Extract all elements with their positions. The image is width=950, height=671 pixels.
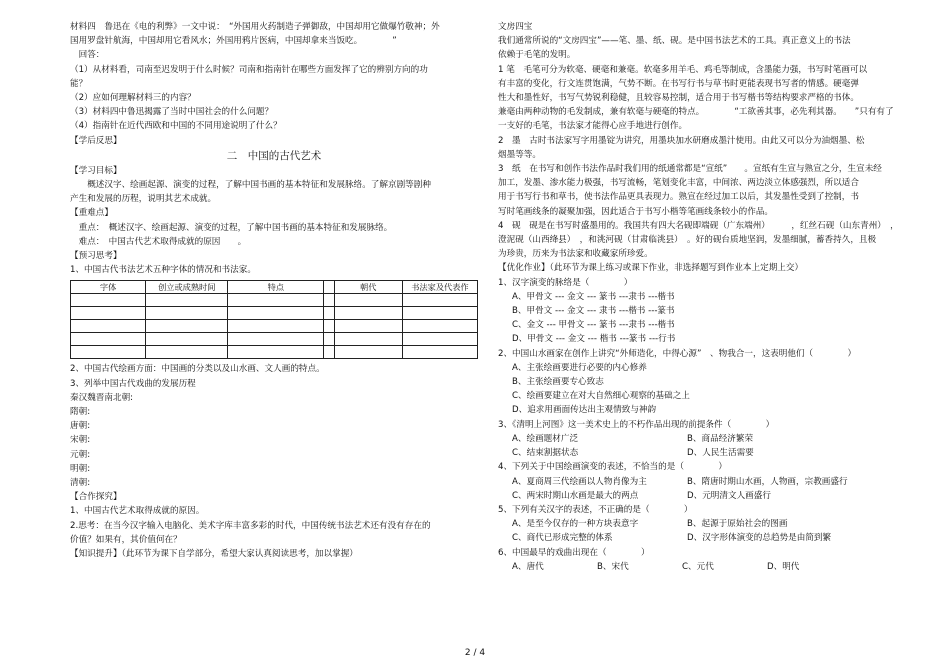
text-line: 重点： 概述汉字、绘画起源、演变的过程，了解中国书画的基本特征和发展脉络。 — [70, 222, 393, 233]
text-line: 性大和墨性好，书写气势锐利稳健，且较容易控制，适合用于书写楷书等结构要求严格的书体。 — [498, 93, 859, 104]
table-cell — [71, 346, 146, 359]
option-row — [498, 475, 918, 489]
text-line: 价值？如果有，其价值何在？ — [70, 534, 182, 545]
table-cell — [334, 307, 402, 320]
table-cell — [324, 307, 334, 320]
answer-option: A、唐代 — [512, 561, 544, 572]
text-line: 清朝: — [70, 478, 91, 489]
table-cell — [324, 294, 334, 307]
text-line: 1、中国古代艺术取得成就的原因。 — [70, 506, 205, 517]
option-row — [498, 432, 918, 446]
text-line: 一支好的毛笔，书法家才能得心应手地进行创作。 — [498, 121, 688, 132]
answer-option: D、汉字形体演变的总趋势是由简到繁 — [687, 533, 832, 544]
table-cell — [324, 320, 334, 333]
option-row — [498, 446, 918, 460]
option-row — [498, 560, 918, 574]
table-cell — [146, 333, 228, 346]
answer-option: B、宋代 — [597, 561, 629, 572]
text-line: 澄泥砚（山西绛县） ，和洮河砚（甘肃临洮县） 。好的砚台质地坚润，发墨细腻，蓄香持久，且极 — [498, 235, 877, 246]
table-cell — [324, 346, 334, 359]
text-line: 4 砚 砚是在书写时盛墨用的。我国共有四大名砚即端砚（广东端州） ，红丝石砚（山东青州） ， — [498, 220, 899, 231]
text-line: 烟墨等等。 — [498, 149, 541, 160]
calligraphy-table — [70, 280, 478, 359]
table-cell — [146, 320, 228, 333]
answer-option: D、追求用画面传达出主观情致与神韵 — [512, 405, 657, 416]
text-line: 国用罗盘针航海，中国却用它看风水；外国用鸦片医病，中国却拿来当饭吃。 ” — [70, 36, 397, 47]
text-line: 2、中国古代绘画方面：中国画的分类以及山水画、文人画的特点。 — [70, 364, 325, 375]
answer-option: C、商代已形成完整的体系 — [512, 533, 613, 544]
option-row — [498, 318, 918, 332]
text-line: 概述汉字、绘画起源、演变的过程，了解中国书画的基本特征和发展脉络。了解京剧等剧种 — [70, 180, 431, 191]
table-cell — [71, 307, 146, 320]
text-line: 1 笔 毛笔可分为软毫、硬毫和兼毫。软毫多用羊毛、鸡毛等制成，含墨能力强，书写时笔画可以 — [498, 64, 868, 75]
table-cell — [71, 294, 146, 307]
text-line: 2.思考：在当今汉字输入电脑化、美术字库丰富多彩的时代，中国传统书法艺术还有没有存在的 — [70, 520, 431, 531]
answer-option: B、隋唐时期山水画，人物画，宗教画盛行 — [687, 476, 848, 487]
table-row — [71, 307, 478, 320]
table-cell — [402, 294, 477, 307]
table-cell — [324, 333, 334, 346]
right-top-text — [498, 20, 918, 276]
text-line: 加工，发墨、渗水能力极强，书写流畅，笔划变化丰富，中间浓、两边淡立体感强烈，所以适合 — [498, 178, 859, 189]
answer-option: A、夏商周三代绘画以人物肖像为主 — [512, 476, 647, 487]
table-cell — [402, 307, 477, 320]
table-cell — [228, 294, 324, 307]
answer-option: A、绘画题材广泛 — [512, 433, 579, 444]
answer-option: A、甲骨文 --- 金文 --- 篆书 ---隶书 ---楷书 — [512, 291, 675, 302]
text-line: 依赖于毛笔的发明。 — [498, 50, 576, 61]
option-row — [498, 517, 918, 531]
table-header-cell: 朝代 — [334, 281, 402, 294]
text-line: 回答： — [70, 50, 105, 61]
table-cell — [228, 346, 324, 359]
option-row — [498, 489, 918, 503]
text-line: 产生和发展的历程，说明其艺术成就。 — [70, 194, 217, 205]
option-row — [498, 304, 918, 318]
table-cell — [228, 333, 324, 346]
left-bottom-text — [70, 362, 478, 561]
answer-option: B、起源于原始社会的图画 — [687, 519, 788, 530]
table-cell — [71, 320, 146, 333]
left-top-text — [70, 20, 478, 148]
answer-option: D、甲骨文 --- 金文 --- 楷书 ---篆书 ---行书 — [512, 334, 676, 345]
table-header-cell: 特点 — [228, 281, 324, 294]
answer-option: D、元明清文人画盛行 — [687, 490, 771, 501]
table-header-cell: 创立或成熟时间 — [146, 281, 228, 294]
text-line: 秦汉魏晋南北朝: — [70, 392, 134, 403]
answer-option: B、甲骨文 --- 金文 --- 隶书 ---楷书 ---篆书 — [512, 306, 675, 317]
table-cell — [71, 333, 146, 346]
text-line: 有丰富的变化，行文连贯饱满，气势不断。在书写行书与草书时更能表现书写者的情感。硬毫弹 — [498, 78, 859, 89]
table-cell — [228, 320, 324, 333]
text-line: 元朝: — [70, 449, 91, 460]
question-stem: 2、中国山水画家在创作上讲究“外师造化，中得心源” 、物我合一，这表明他们（ ） — [498, 348, 857, 359]
text-line: （3）材料四中鲁迅揭露了当时中国社会的什么问题？ — [70, 107, 274, 118]
table-cell — [334, 346, 402, 359]
text-line: 兼毫由两种动物的毛发制成，兼有软毫与硬毫的特点。 “工欲善其事，必先利其器。 ”只有有了 — [498, 107, 894, 118]
left-column — [70, 20, 478, 561]
left-mid-text — [70, 164, 478, 278]
text-line: （1）从材料看，司南至迟发明于什么时候？司南和指南针在哪些方面发挥了它的辨别方向的功 — [70, 64, 428, 75]
table-cell — [334, 294, 402, 307]
table-cell — [402, 333, 477, 346]
text-line: 难点： 中国古代艺术取得成就的原因 。 — [70, 236, 247, 247]
text-line: 写时笔画线条的凝聚加强，因此适合于书写小楷等笔画线条较小的作品。 — [498, 206, 774, 217]
option-row — [498, 332, 918, 346]
text-line: 2 墨 古时书法家写字用墨锭为讲究，用墨块加水研磨成墨汁使用。由此又可以分为油烟墨、松 — [498, 135, 865, 146]
table-header-cell — [324, 281, 334, 294]
questions — [498, 276, 918, 574]
text-line: 1、中国古代书法艺术五种字体的情况和书法家。 — [70, 265, 256, 276]
question-stem: 1、汉字演变的脉络是（ ） — [498, 277, 633, 288]
option-row — [498, 403, 918, 417]
question-stem: 5、下列有关汉字的表述，不正确的是（ ） — [498, 504, 693, 515]
section-title: 二 中国的古代艺术 — [226, 149, 322, 162]
answer-option: C、元代 — [682, 561, 714, 572]
text-line: 【预习思考】 — [70, 251, 122, 262]
text-line: 宋朝: — [70, 435, 91, 446]
option-row — [498, 361, 918, 375]
table-cell — [402, 320, 477, 333]
table-row — [71, 294, 478, 307]
text-line: 文房四宝 — [498, 22, 533, 32]
text-line: 我们通常所说的“文房四宝”——笔、墨、纸、砚。是中国书法艺术的工具。真正意义上的书法 — [498, 36, 851, 47]
answer-option: B、主张绘画要专心致志 — [512, 377, 604, 388]
answer-option: B、商品经济繁荣 — [687, 433, 754, 444]
question-stem: 6、中国最早的戏曲出现在（ ） — [498, 547, 650, 558]
text-line: 【学后反思】 — [70, 135, 122, 146]
text-line: 为珍贵，历来为书法家和收藏家所珍爱。 — [498, 249, 653, 260]
answer-option: A、是至今仅存的一种方块表意字 — [512, 519, 639, 530]
table-cell — [402, 346, 477, 359]
text-line: 材料四 鲁迅在《电的利弊》一文中说： “外国用火药制造子弹御敌，中国却用它做爆竹敬神；外 — [70, 22, 440, 32]
table-row — [71, 333, 478, 346]
option-row — [498, 389, 918, 403]
answer-option: C、绘画要建立在对大自然细心观察的基础之上 — [512, 391, 690, 402]
text-line: 【知识提升】（此环节为课下自学部分，希望大家认真阅读思考，加以掌握） — [70, 549, 358, 560]
table-cell — [146, 294, 228, 307]
text-line: 明朝: — [70, 463, 91, 474]
text-line: 能？ — [70, 78, 88, 89]
answer-option: C、金文 --- 甲骨文 --- 篆书 ---隶书 ---楷书 — [512, 320, 675, 331]
text-line: （4）指南针在近代西欧和中国的不同用途说明了什么？ — [70, 121, 282, 132]
text-line: （2）应如何理解材料三的内容？ — [70, 93, 196, 104]
table-row — [71, 346, 478, 359]
answer-option: D、人民生活需要 — [687, 448, 754, 459]
right-column — [498, 20, 918, 574]
option-row — [498, 531, 918, 545]
option-row — [498, 290, 918, 304]
text-line: 3、列举中国古代戏曲的发展历程 — [70, 378, 196, 389]
table-header-cell: 字体 — [71, 281, 146, 294]
text-line: 【优化作业】（此环节为课上练习或课下作业，非选择题写到作业本上定期上交） — [498, 263, 804, 274]
answer-option: C、结束割据状态 — [512, 448, 579, 459]
table-cell — [334, 320, 402, 333]
table-header-cell: 书法家及代表作 — [402, 281, 477, 294]
table-cell — [146, 307, 228, 320]
table-cell — [334, 333, 402, 346]
page-number: 2 / 4 — [464, 648, 486, 658]
text-line: 【重难点】 — [70, 208, 113, 219]
text-line: 隋朝: — [70, 407, 91, 418]
question-stem: 3、《清明上河图》这一美术史上的不朽作品出现的前提条件（ ） — [498, 419, 775, 430]
text-line: 3 纸 在书写和创作书法作品时我们用的纸通常都是“宣纸” 。宣纸有生宣与熟宣之分，生宣未经 — [498, 164, 882, 175]
answer-option: C、两宋时期山水画是最大的两点 — [512, 490, 639, 501]
table-cell — [228, 307, 324, 320]
table-cell — [146, 346, 228, 359]
answer-option: A、主张绘画要进行必要的内心修养 — [512, 362, 647, 373]
text-line: 【合作探究】 — [70, 492, 122, 503]
text-line: 用于书写行书和草书，使书法作品更具表现力。熟宣在经过加工以后，其发墨性受到了控制，书 — [498, 192, 859, 203]
text-line: 唐朝: — [70, 421, 91, 432]
option-row — [498, 375, 918, 389]
question-stem: 4、下列关于中国绘画演变的表述，不恰当的是（ ） — [498, 462, 727, 473]
table-row — [71, 320, 478, 333]
text-line: 【学习目标】 — [70, 165, 122, 176]
answer-option: D、明代 — [767, 561, 800, 572]
